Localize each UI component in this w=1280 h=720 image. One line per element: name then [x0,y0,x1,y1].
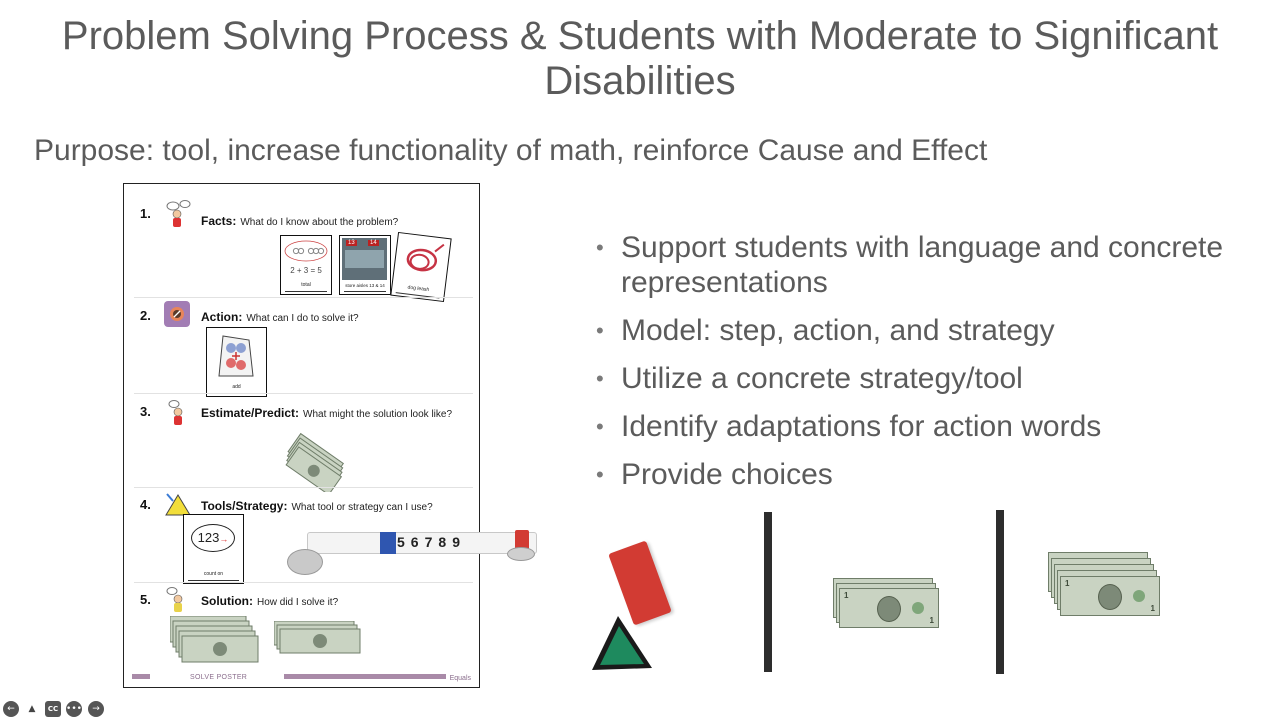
bullet-item [596,361,1236,396]
bullet-dot: • [596,366,604,391]
bullet-item [596,313,1236,348]
arrow-right-icon: → [219,534,229,544]
count-on-card [183,514,244,584]
divider-bar [764,512,772,672]
step-divider [134,582,473,583]
bullet-dot: • [596,318,604,343]
bullet-item [596,457,1236,492]
count-on-bubble [191,524,235,552]
bullet-text: Support students with language and concrete representations [621,231,1224,299]
bullet-text: Provide choices [621,458,833,491]
slide-title: Problem Solving Process & Students with Moderate to Significant Disabilities [61,14,1219,103]
thinking-student-icon [164,586,190,612]
number-line-digit: 5 [397,534,411,550]
bullet-text: Identify adaptations for action words [621,410,1102,443]
solve-poster [123,183,480,688]
number-line-digit: 7 [424,534,439,550]
card-bar [188,580,239,582]
dollar-bill: 1 1 [839,588,939,628]
step-question: What can I do to solve it? [246,313,359,324]
dollar-stack-three [274,621,362,655]
bullet-dot: • [596,235,604,260]
card-caption: dog leash [407,284,430,294]
thinking-student-icon [164,200,190,226]
number-line-tool [287,527,543,577]
step-label: Solution: [201,594,253,608]
card-bar [344,291,386,293]
step-label: Tools/Strategy: [201,499,288,513]
dollar-stack-five [170,616,262,666]
dollar-stack-image [282,428,342,488]
more-icon[interactable]: ••• [66,701,82,717]
pointer-icon[interactable]: ▲ [28,704,36,714]
step-divider [134,393,473,394]
step-question: How did I solve it? [256,597,339,608]
step-divider [134,487,473,488]
step-label: Action: [201,310,243,324]
total-card [280,235,332,295]
bullet-item [596,230,1236,300]
card-caption: count on [203,571,224,577]
captions-icon[interactable]: CC [45,701,61,717]
store-aisles-card [339,235,391,295]
card-caption: total [301,282,311,288]
card-caption: add [232,384,241,390]
number-line-digit: 6 [410,534,425,550]
poster-footer-equals: Equals [449,675,471,682]
step-question: What tool or strategy can I use? [291,502,433,513]
step-label: Facts: [201,214,237,228]
bullet-text: Model: step, action, and strategy [621,314,1055,347]
bullet-text: Utilize a concrete strategy/tool [621,362,1023,395]
dollar-bills-three [833,578,941,630]
aisle-number: 13 [348,240,355,246]
bullet-dot: • [596,462,604,487]
dog-leash-card [390,232,451,302]
step-question: What do I know about the problem? [240,217,399,228]
number-line-digit: 8 [438,534,453,550]
poster-footer-text: SOLVE POSTER [190,674,248,681]
bullet-dot: • [596,414,604,439]
slide-purpose: Purpose: tool, increase functionality of math, reinforce Cause and Effect [34,134,988,167]
number-line-digit: 9 [452,534,466,550]
divider-bar [996,510,1004,674]
dollar-bill: 1 1 [1060,576,1160,616]
next-icon[interactable]: → [88,701,104,717]
action-icon [164,301,190,327]
bullet-list [596,230,1236,505]
dollar-bills-five [1048,552,1166,622]
bullet-item [596,409,1236,444]
add-card [206,327,267,397]
poster-footer-bar [284,674,446,679]
step-number: 4. [140,497,151,512]
add-icon [209,330,265,386]
aisle-number: 14 [370,240,377,246]
previous-icon[interactable]: ← [3,701,19,717]
poster-footer-bar [132,674,150,679]
step-number: 3. [140,404,151,419]
step-number: 1. [140,206,151,221]
thinking-student-icon [164,399,190,425]
total-equation: 2 + 3 = 5 [290,266,322,275]
step-question: What might the solution look like? [303,409,453,420]
suction-cup [507,547,535,561]
step-number: 2. [140,308,151,323]
card-caption: store aisles 13 & 14 [345,283,385,288]
step-divider [134,297,473,298]
green-triangle [590,612,656,674]
step-number: 5. [140,592,151,607]
store-aisles-photo [342,238,387,280]
count-on-text: 123 [197,530,220,545]
dog-leash-icon [396,237,449,283]
card-bar [285,291,327,293]
step-label: Estimate/Predict: [201,406,300,420]
suction-cup [287,549,323,575]
